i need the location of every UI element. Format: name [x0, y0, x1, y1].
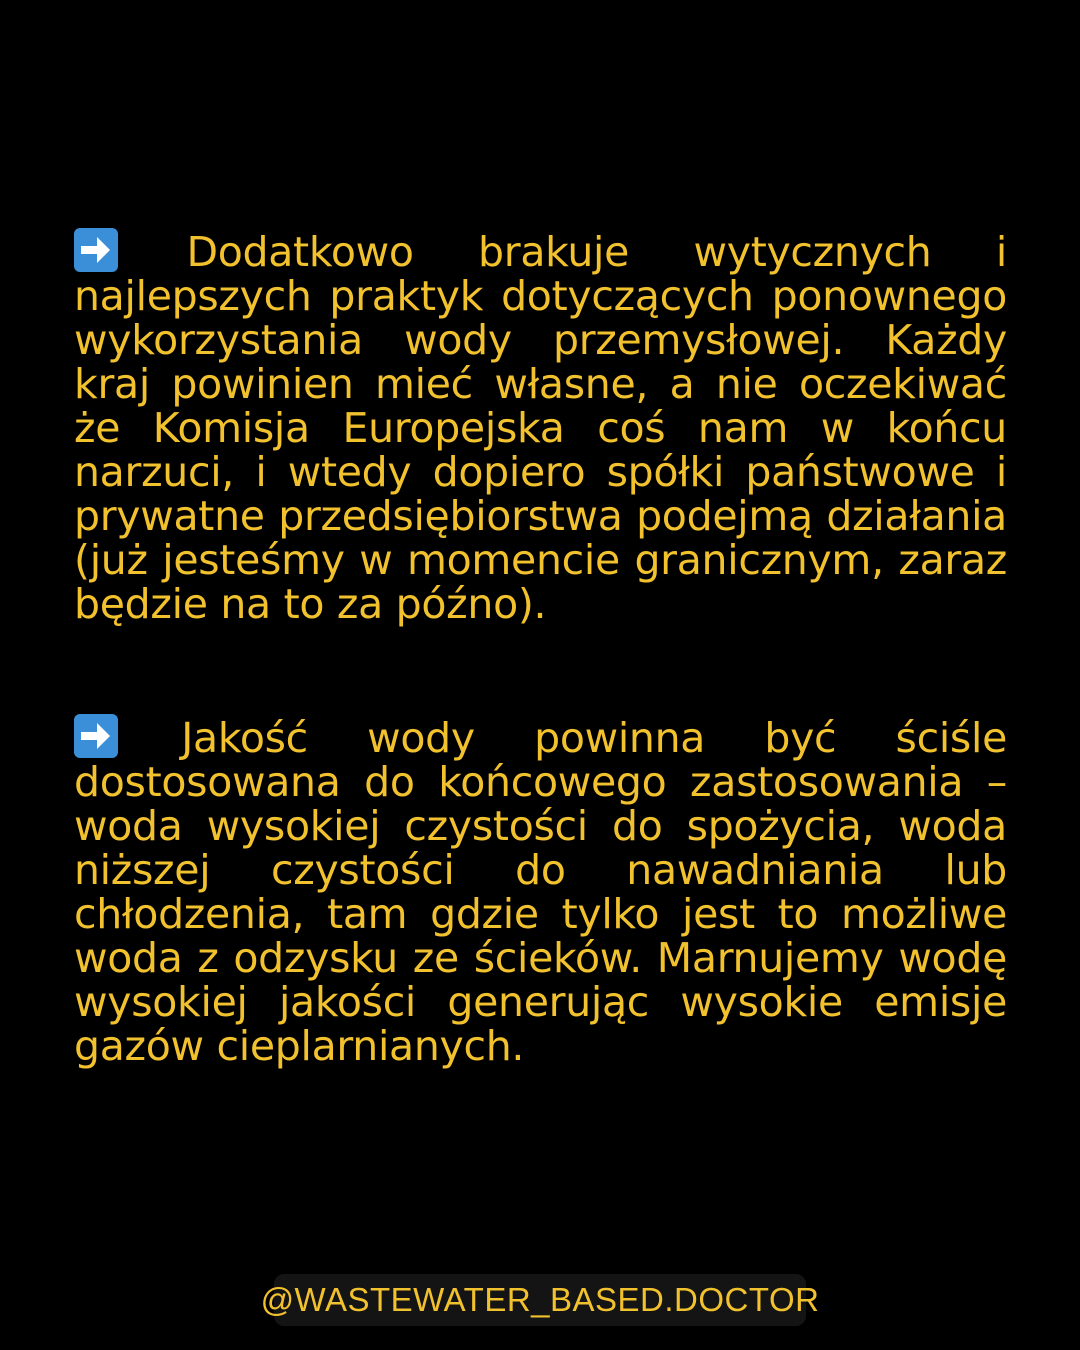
- account-handle: @WASTEWATER_BASED.DOCTOR: [260, 1281, 820, 1318]
- paragraph-2: [74, 714, 1007, 1068]
- paragraph-2-text: Jakość wody powinna być ściśle dostosowana do końcowego zastosowania – woda wysokiej czystości do spożycia, woda niższej czystości do nawadniania lub chłodzenia, tam gdzie tylko jest to możliwe woda z odzysku ze ścieków. Marnujemy wodę wysokiej jakości generując wysokie emisje gazów cieplarnianych.: [74, 714, 1007, 1070]
- handle-badge[interactable]: [260, 1274, 820, 1326]
- right-arrow-icon: [74, 714, 118, 758]
- right-arrow-icon: [74, 228, 118, 272]
- paragraph-1-text: Dodatkowo brakuje wytycznych i najlepszych praktyk dotyczących ponownego wykorzystania wody przemysłowej. Każdy kraj powinien mieć własne, a nie oczekiwać że Komisja Europejska coś nam w końcu narzuci, i wtedy dopiero spółki państwowe i prywatne przedsiębiorstwa podejmą działania (już jesteśmy w momencie granicznym, zaraz będzie na to za późno).: [74, 228, 1008, 628]
- post-content: [74, 228, 1007, 1068]
- paragraph-1: [74, 228, 1007, 626]
